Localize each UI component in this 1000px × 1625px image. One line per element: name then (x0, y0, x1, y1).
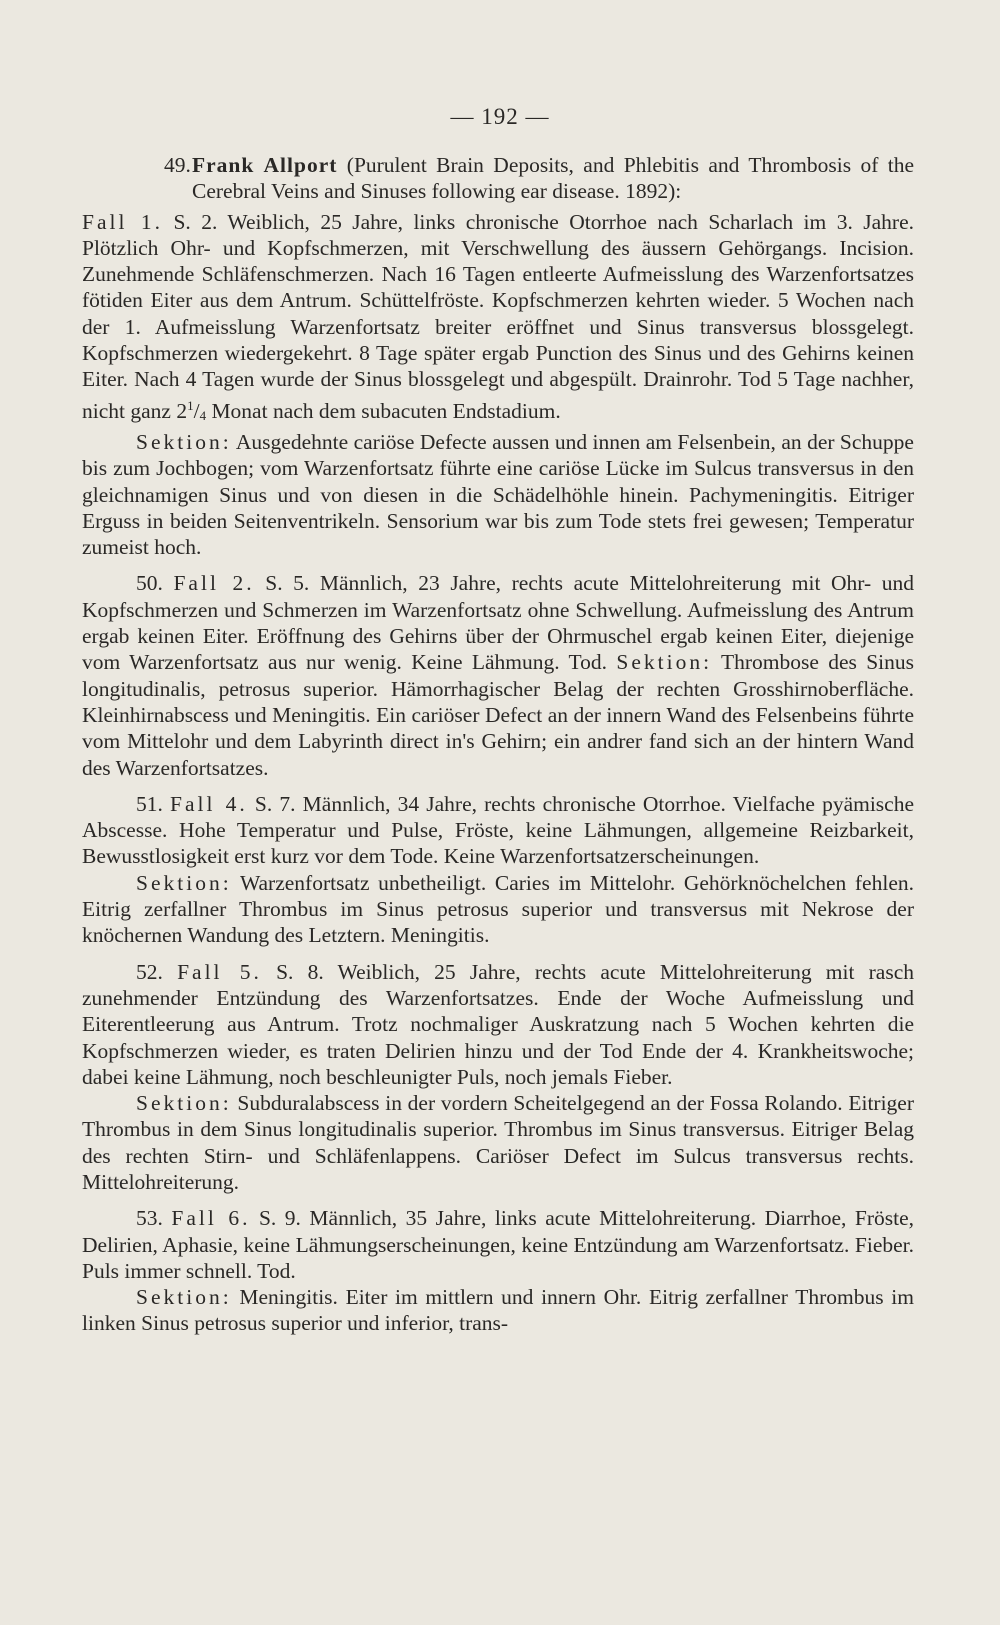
fraction-numerator: 1 (187, 397, 194, 413)
case-text: S. 9. Männlich, 35 Jahre, links acute Mittelohreiterung. Diarrhoe, Fröste, Delirien, Aphasie, keine Lähmungserscheinungen, keine Entzündung am Warzenfortsatz. Fieber. Puls immer schnell. Tod. (82, 1206, 914, 1283)
sektion-label: Sektion: (136, 1285, 232, 1310)
entry-number: 52. (136, 959, 163, 984)
sektion-label: Sektion: (136, 1091, 232, 1116)
body-text (82, 152, 914, 1337)
case-paragraph: Fall 1. S. 2. Weiblich, 25 Jahre, links chronische Otorrhoe nach Scharlach im 3. Jahre. Plötzlich Ohr- und Kopfschmerzen, mit Verschwellung des äussern Gehörgangs. Incision. Zunehmende Schläfenschmerzen. Nach 16 Tagen entleerte Aufmeisslung des Warzenfortsatzes fötiden Eiter aus dem Antrum. Schüttelfröste. Kopfschmerzen kehrten wieder. 5 Wochen nach der 1. Aufmeisslung Warzenfortsatz breiter eröffnet und Sinus transversus blossgelegt. Kopfschmerzen wiedergekehrt. 8 Tage später ergab Punction des Sinus und des Gehirns keinen Eiter. Nach 4 Tagen wurde der Sinus blossgelegt und abgespült. Drainrohr. Tod 5 Tage nachher, nicht ganz $2^1/4$ Monat nach dem subacuten Endstadium. (82, 209, 915, 423)
case-text: S. 8. Weiblich, 25 Jahre, rechts acute Mittelohreiterung mit rasch zunehmender Entzündung des Warzenfortsatzes. Ende der Woche Aufmeisslung und Eiterentleerung aus Antrum. Trotz nochmaliger Auskratzung nach 5 Wochen kehrten die Kopfschmerzen wieder, es traten Delirien hinzu und der Tod Ende der 4. Krankheitswoche; dabei keine Lähmung, noch beschleunigter Puls, noch jemals Fieber. (82, 959, 914, 1089)
case-paragraph (82, 570, 914, 780)
sektion-label: Sektion: (136, 429, 232, 454)
sektion-paragraph (82, 429, 914, 560)
case-label: Fall 4. (170, 791, 248, 816)
sektion-text: Meningitis. Eiter im mittlern und innern Ohr. Eitrig zerfallner Thrombus im linken Sinus petrosus superior und inferior, trans- (82, 1285, 915, 1336)
case-label: Fall 1. (82, 209, 164, 234)
sektion-paragraph (82, 1090, 914, 1195)
case-label: Fall 2. (173, 571, 255, 596)
case-label: Fall 5. (177, 959, 262, 984)
case-text-tail: Monat nach dem subacuten Endstadium. (211, 398, 561, 423)
entry-number: 50. (136, 571, 163, 596)
sektion-text: Ausgedehnte cariöse Defecte aussen und innen am Felsenbein, an der Schuppe bis zum Jochbogen; vom Warzenfortsatz führte eine cariöse Lücke im Sulcus transversus in den gleichnamigen Sinus und von diesen in die Schädelhöhle hinein. Pachymeningitis. Eitriger Erguss in beiden Seitenventrikeln. Sensorium war bis zum Tode stets frei gewesen; Temperatur zumeist hoch. (82, 429, 914, 560)
case-text: S. 7. Männlich, 34 Jahre, rechts chronische Otorrhoe. Vielfache pyämische Abscesse. Hohe Temperatur und Pulse, Fröste, keine Lähmungen, allgemeine Reizbarkeit, Bewusstlosigkeit erst kurz vor dem Tode. Keine Warzenfortsatzerscheinungen. (82, 791, 915, 869)
sektion-label: Sektion: (136, 870, 232, 895)
case-paragraph (82, 1205, 914, 1284)
case-text: S. 2. Weiblich, 25 Jahre, links chronische Otorrhoe nach Scharlach im 3. Jahre. Plötzlich Ohr- und Kopfschmerzen, mit Verschwellung des äussern Gehörgangs. Incision. Zunehmende Schläfenschmerzen. Nach 16 Tagen entleerte Aufmeisslung des Warzenfortsatzes fötiden Eiter aus dem Antrum. Schüttelfröste. Kopfschmerzen kehrten wieder. 5 Wochen nach der 1. Aufmeisslung Warzenfortsatz breiter eröffnet und Sinus transversus blossgelegt. Kopfschmerzen wiedergekehrt. 8 Tage später ergab Punction des Sinus und des Gehirns keinen Eiter. Nach 4 Tagen wurde der Sinus blossgelegt und abgespült. Drainrohr. Tod 5 Tage nachher, nicht ganz (82, 209, 915, 423)
case-paragraph (82, 959, 914, 1090)
sektion-label: Sektion: (616, 650, 713, 675)
entry-number: 51. (136, 791, 163, 816)
sektion-text: Warzenfortsatz unbetheiligt. Caries im Mittelohr. Gehörknöchelchen fehlen. Eitrig zerfallner Thrombus im Sinus petrosus superior und transversus mit Nekrose der knöchernen Wandung des Letztern. Meningitis. (82, 870, 914, 948)
case-paragraph (82, 791, 914, 870)
citation-title: (Purulent Brain Deposits, and Phlebitis and Thrombosis of the Cerebral Veins and Sinuses following ear disease. 1892): (192, 153, 914, 204)
entry-number: 53. (136, 1206, 163, 1231)
fraction-denominator: 4 (199, 407, 207, 423)
sektion-text: Thrombose des Sinus longitudinalis, petrosus superior. Hämorrhagischer Belag der rechten Grosshirnoberfläche. Kleinhirnabscess und Meningitis. Ein cariöser Defect an der innern Wand des Felsenbeins führte vom Mittelohr und dem Labyrinth direct in's Gehirn; ein andrer fand sich an der hintern Wand des Warzenfortsatzes. (82, 650, 914, 780)
citation-heading (82, 152, 914, 205)
entry-number: 49. (164, 153, 191, 177)
sektion-paragraph (82, 1284, 914, 1337)
page-number: — 192 — (450, 104, 550, 129)
sektion-paragraph (82, 870, 914, 949)
sektion-text: Subduralabscess in der vordern Scheitelgegend an der Fossa Rolando. Eitriger Thrombus in dem Sinus longitudinalis superior. Thrombus im Sinus transversus. Eitriger Belag des rechten Stirn- und Schläfenlappens. Cariöser Defect im Sulcus transversus rechts. Mittelohreiterung. (82, 1091, 915, 1194)
case-label: Fall 6. (171, 1206, 251, 1231)
case-text: S. 5. Männlich, 23 Jahre, rechts acute Mittelohreiterung mit Ohr- und Kopfschmerzen und Schmerzen im Warzenfortsatz ohne Schwellung. Aufmeisslung des Antrum ergab keinen Eiter. Eröffnung des Gehirns über der Ohrmuschel ergab keinen Eiter, diejenige vom Warzenfortsatz aus nur wenig. Keine Lähmung. Tod. (82, 571, 915, 675)
author-name: Frank Allport (192, 153, 338, 177)
fraction-integer: 2 (176, 398, 188, 423)
